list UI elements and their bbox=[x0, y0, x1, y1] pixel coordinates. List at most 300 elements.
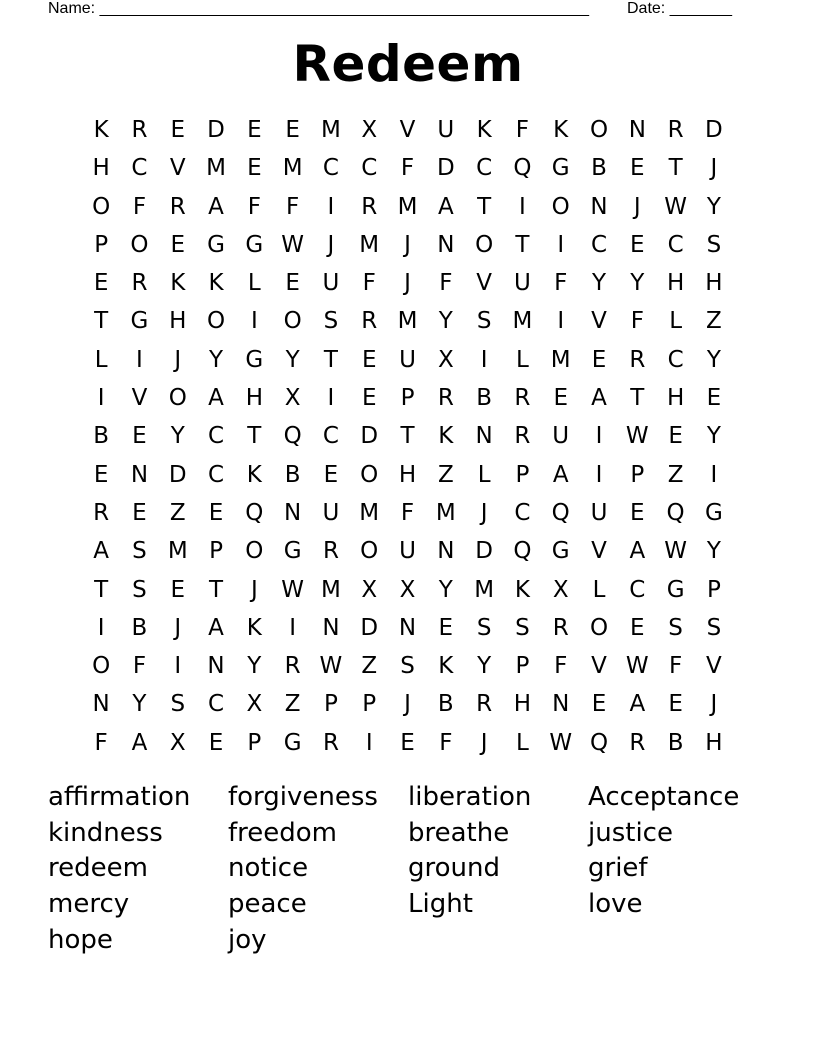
grid-cell: J bbox=[174, 614, 182, 641]
grid-cell: E bbox=[93, 270, 109, 297]
grid-cell: R bbox=[629, 346, 646, 373]
grid-cell: L bbox=[669, 308, 683, 335]
grid-cell: Z bbox=[706, 308, 722, 335]
grid-cell: J bbox=[633, 193, 641, 220]
grid-cell: K bbox=[438, 653, 454, 680]
grid-cell: Q bbox=[513, 538, 532, 565]
grid-cell: M bbox=[397, 193, 418, 220]
grid-cell: Y bbox=[438, 576, 453, 603]
grid-cell: O bbox=[360, 461, 379, 488]
grid-cell: R bbox=[322, 729, 339, 756]
grid-cell: U bbox=[590, 499, 608, 526]
grid-cell: E bbox=[630, 499, 645, 526]
grid-cell: I bbox=[174, 653, 182, 680]
grid-cell: E bbox=[285, 117, 300, 143]
grid-cell: O bbox=[92, 193, 111, 220]
grid-cell: R bbox=[169, 193, 186, 220]
grid-cell: R bbox=[514, 385, 531, 412]
grid-cell: R bbox=[131, 117, 148, 143]
grid-cell: O bbox=[206, 308, 226, 335]
grid-cell: Z bbox=[284, 691, 301, 718]
grid-cell: F bbox=[132, 653, 147, 680]
grid-cell: C bbox=[131, 155, 148, 182]
grid-cell: E bbox=[591, 346, 607, 373]
grid-cell: D bbox=[436, 155, 455, 182]
grid-cell: E bbox=[132, 499, 147, 526]
word-list-item bbox=[408, 922, 588, 958]
grid-cell: Y bbox=[591, 270, 607, 297]
grid-cell: E bbox=[170, 231, 186, 258]
grid-row bbox=[82, 456, 734, 494]
grid-cell: J bbox=[710, 691, 718, 718]
grid-cell: R bbox=[361, 308, 378, 335]
word-list-item: mercy bbox=[48, 889, 130, 920]
grid-cell: A bbox=[208, 614, 224, 641]
grid-cell: S bbox=[476, 614, 492, 641]
grid-row bbox=[82, 685, 734, 723]
grid-cell: L bbox=[592, 576, 606, 603]
grid-cell: J bbox=[480, 729, 488, 756]
grid-cell: U bbox=[322, 499, 340, 526]
grid-cell: J bbox=[480, 499, 488, 526]
grid-cell: Y bbox=[209, 346, 224, 373]
grid-cell: N bbox=[284, 499, 302, 526]
grid-cell: F bbox=[132, 193, 147, 220]
grid-cell: G bbox=[551, 538, 570, 565]
grid-cell: I bbox=[710, 461, 718, 488]
grid-cell: E bbox=[323, 461, 339, 488]
grid-cell: F bbox=[286, 193, 300, 220]
grid-cell: K bbox=[476, 117, 492, 143]
grid-cell: G bbox=[283, 538, 302, 565]
grid-cell: E bbox=[93, 461, 109, 488]
word-list-item: hope bbox=[48, 924, 113, 955]
grid-cell: F bbox=[630, 308, 644, 335]
grid-cell: R bbox=[437, 385, 454, 412]
grid-cell: E bbox=[285, 270, 300, 297]
grid-cell: E bbox=[668, 423, 683, 450]
grid-cell: E bbox=[668, 691, 683, 718]
grid-cell: F bbox=[515, 117, 530, 143]
grid-cell: Y bbox=[285, 346, 300, 373]
grid-cell: N bbox=[92, 691, 110, 718]
word-list-item: peace bbox=[228, 889, 307, 920]
grid-cell: Z bbox=[437, 461, 454, 488]
grid-cell: F bbox=[400, 499, 415, 526]
grid-cell: U bbox=[322, 270, 340, 297]
grid-cell: L bbox=[477, 461, 491, 488]
grid-cell: T bbox=[94, 576, 109, 603]
grid-cell: J bbox=[174, 346, 182, 373]
grid-cell: G bbox=[283, 729, 302, 756]
grid-cell: X bbox=[169, 729, 186, 756]
grid-cell: D bbox=[360, 423, 379, 450]
grid-cell: B bbox=[284, 461, 301, 488]
grid-cell: X bbox=[361, 576, 378, 603]
grid-cell: N bbox=[552, 691, 570, 718]
grid-cell: Y bbox=[132, 691, 147, 718]
grid-cell: N bbox=[398, 614, 417, 641]
grid-cell: E bbox=[170, 117, 186, 143]
grid-cell: G bbox=[207, 231, 225, 258]
grid-cell: V bbox=[591, 538, 607, 565]
grid-cell: P bbox=[630, 461, 645, 488]
grid-cell: M bbox=[512, 308, 533, 335]
grid-cell: B bbox=[476, 385, 492, 412]
word-list-item: freedom bbox=[228, 817, 338, 848]
grid-cell: Y bbox=[706, 346, 721, 373]
grid-row bbox=[82, 532, 734, 570]
grid-cell: U bbox=[513, 270, 531, 297]
grid-cell: C bbox=[208, 423, 225, 450]
grid-cell: O bbox=[475, 231, 494, 258]
grid-cell: Z bbox=[169, 499, 186, 526]
grid-cell: R bbox=[552, 614, 569, 641]
grid-cell: T bbox=[400, 423, 415, 450]
grid-cell: P bbox=[515, 653, 530, 680]
grid-cell: V bbox=[131, 385, 148, 412]
grid-cell: X bbox=[361, 117, 378, 143]
grid-cell: R bbox=[514, 423, 531, 450]
grid-cell: J bbox=[710, 155, 718, 182]
grid-cell: L bbox=[94, 346, 108, 373]
grid-cell: E bbox=[170, 576, 186, 603]
grid-cell: E bbox=[630, 614, 645, 641]
grid-cell: O bbox=[245, 538, 264, 565]
grid-cell: I bbox=[480, 346, 488, 373]
grid-cell: C bbox=[514, 499, 531, 526]
grid-cell: T bbox=[515, 231, 530, 258]
name-field-label: Name: _______________________________________________________ bbox=[48, 0, 589, 17]
grid-cell: V bbox=[399, 117, 416, 143]
grid-cell: C bbox=[322, 423, 339, 450]
grid-cell: C bbox=[208, 461, 225, 488]
grid-cell: P bbox=[400, 385, 415, 412]
grid-cell: G bbox=[245, 346, 264, 373]
grid-cell: K bbox=[170, 270, 186, 297]
grid-cell: K bbox=[514, 576, 530, 603]
grid-cell: I bbox=[595, 461, 603, 488]
grid-cell: B bbox=[93, 423, 110, 450]
grid-cell: T bbox=[668, 155, 683, 182]
grid-cell: Y bbox=[630, 270, 645, 297]
grid-cell: S bbox=[706, 231, 722, 258]
grid-cell: J bbox=[327, 231, 335, 258]
grid-cell: Q bbox=[666, 499, 685, 526]
grid-cell: A bbox=[93, 538, 110, 565]
grid-cell: E bbox=[208, 729, 224, 756]
word-list-item: Acceptance bbox=[588, 782, 740, 812]
grid-cell: Q bbox=[283, 423, 302, 450]
grid-cell: K bbox=[93, 117, 109, 143]
grid-cell: S bbox=[170, 691, 186, 718]
grid-row bbox=[82, 724, 734, 762]
grid-cell: O bbox=[168, 385, 187, 412]
grid-cell: T bbox=[247, 423, 262, 450]
grid-cell: H bbox=[705, 729, 723, 756]
grid-cell: Z bbox=[361, 653, 378, 680]
date-field-label: Date: _______ bbox=[627, 0, 732, 17]
grid-cell: R bbox=[322, 538, 339, 565]
grid-cell: F bbox=[94, 729, 108, 756]
grid-cell: S bbox=[132, 576, 147, 603]
grid-cell: E bbox=[591, 691, 607, 718]
grid-cell: A bbox=[208, 385, 224, 412]
grid-cell: O bbox=[589, 117, 609, 143]
grid-cell: O bbox=[130, 231, 149, 258]
grid-cell: C bbox=[590, 231, 608, 258]
grid-cell: A bbox=[208, 193, 224, 220]
grid-row bbox=[82, 379, 734, 417]
grid-cell: N bbox=[590, 193, 608, 220]
grid-cell: O bbox=[92, 653, 111, 680]
grid-cell: F bbox=[247, 193, 261, 220]
grid-cell: K bbox=[438, 423, 454, 450]
grid-cell: X bbox=[552, 576, 569, 603]
grid-cell: B bbox=[591, 155, 607, 182]
grid-cell: X bbox=[399, 576, 416, 603]
grid-cell: D bbox=[168, 461, 187, 488]
grid-cell: H bbox=[169, 308, 187, 335]
grid-cell: I bbox=[327, 385, 335, 412]
grid-cell: D bbox=[207, 117, 225, 143]
grid-cell: W bbox=[549, 729, 573, 756]
grid-cell: W bbox=[281, 231, 304, 258]
grid-cell: G bbox=[666, 576, 685, 603]
grid-cell: W bbox=[319, 653, 343, 680]
grid-cell: I bbox=[97, 614, 105, 641]
grid-cell: V bbox=[476, 270, 492, 297]
grid-cell: J bbox=[404, 691, 411, 718]
grid-row bbox=[82, 226, 734, 264]
grid-cell: F bbox=[400, 155, 415, 182]
grid-cell: W bbox=[281, 576, 304, 603]
grid-cell: I bbox=[289, 614, 297, 641]
grid-row bbox=[82, 264, 734, 302]
grid-cell: W bbox=[664, 193, 687, 220]
grid-row bbox=[82, 609, 734, 647]
grid-cell: V bbox=[591, 653, 607, 680]
word-list-item: grief bbox=[588, 853, 648, 884]
grid-cell: X bbox=[246, 691, 263, 718]
grid-cell: A bbox=[629, 691, 646, 718]
grid-cell: P bbox=[706, 576, 721, 603]
grid-cell: E bbox=[247, 117, 262, 143]
grid-cell: L bbox=[516, 346, 529, 373]
grid-cell: F bbox=[554, 653, 568, 680]
grid-cell: E bbox=[132, 423, 147, 450]
grid-cell: Y bbox=[706, 423, 721, 450]
grid-cell: G bbox=[245, 231, 264, 258]
grid-cell: I bbox=[557, 308, 565, 335]
grid-cell: U bbox=[399, 346, 416, 373]
grid-cell: H bbox=[666, 270, 685, 297]
grid-cell: R bbox=[284, 653, 301, 680]
grid-cell: M bbox=[321, 117, 341, 143]
grid-cell: C bbox=[667, 231, 684, 258]
grid-cell: E bbox=[361, 346, 377, 373]
grid-cell: F bbox=[362, 270, 376, 297]
grid-cell: O bbox=[283, 308, 302, 335]
word-list-item: affirmation bbox=[48, 782, 191, 812]
grid-cell: Y bbox=[706, 193, 721, 220]
grid-cell: M bbox=[321, 576, 341, 603]
grid-cell: S bbox=[476, 308, 492, 335]
word-list-item: joy bbox=[228, 924, 267, 955]
grid-row bbox=[82, 188, 734, 226]
grid-cell: X bbox=[284, 385, 301, 412]
grid-cell: T bbox=[94, 308, 109, 335]
grid-cell: B bbox=[437, 691, 454, 718]
grid-cell: I bbox=[595, 423, 603, 450]
grid-cell: C bbox=[208, 691, 225, 718]
grid-cell: H bbox=[513, 691, 532, 718]
grid-cell: S bbox=[323, 308, 339, 335]
grid-cell: O bbox=[551, 193, 570, 220]
word-list-item bbox=[588, 922, 788, 958]
grid-cell: D bbox=[360, 614, 379, 641]
grid-cell: F bbox=[668, 653, 683, 680]
word-list-item: Light bbox=[408, 889, 473, 920]
grid-cell: E bbox=[630, 231, 645, 258]
grid-cell: M bbox=[359, 499, 380, 526]
grid-cell: G bbox=[130, 308, 149, 335]
grid-cell: C bbox=[361, 155, 378, 182]
grid-cell: T bbox=[630, 385, 645, 412]
word-list-item: love bbox=[588, 889, 643, 920]
grid-cell: I bbox=[136, 346, 143, 373]
grid-cell: M bbox=[474, 576, 495, 603]
grid-cell: Y bbox=[477, 653, 492, 680]
grid-cell: N bbox=[207, 653, 225, 680]
grid-cell: E bbox=[400, 729, 415, 756]
grid-cell: F bbox=[554, 270, 568, 297]
grid-cell: G bbox=[704, 499, 723, 526]
grid-cell: L bbox=[516, 729, 529, 756]
word-list-item: notice bbox=[228, 853, 309, 884]
grid-cell: N bbox=[628, 117, 646, 143]
grid-cell: Q bbox=[245, 499, 264, 526]
grid-cell: V bbox=[169, 155, 186, 182]
grid-cell: A bbox=[552, 461, 569, 488]
grid-cell: S bbox=[706, 614, 722, 641]
grid-cell: N bbox=[475, 423, 493, 450]
grid-cell: A bbox=[131, 729, 148, 756]
grid-cell: H bbox=[705, 270, 723, 297]
grid-cell: C bbox=[322, 155, 339, 182]
grid-cell: T bbox=[323, 346, 338, 373]
word-list-item: breathe bbox=[408, 817, 510, 848]
grid-cell: Y bbox=[706, 538, 721, 565]
grid-cell: E bbox=[630, 155, 645, 182]
grid-cell: J bbox=[404, 231, 411, 258]
grid-cell: I bbox=[519, 193, 526, 220]
grid-cell: H bbox=[398, 461, 417, 488]
letter-grid bbox=[82, 111, 734, 762]
word-list-item: ground bbox=[408, 853, 500, 884]
grid-cell: Q bbox=[513, 155, 532, 182]
word-list bbox=[48, 779, 788, 957]
grid-row bbox=[82, 494, 734, 532]
grid-cell: I bbox=[365, 729, 373, 756]
grid-cell: M bbox=[550, 346, 571, 373]
grid-cell: C bbox=[667, 346, 684, 373]
grid-cell: B bbox=[131, 614, 148, 641]
word-list-item: justice bbox=[588, 817, 673, 848]
grid-cell: H bbox=[666, 385, 685, 412]
grid-cell: A bbox=[629, 538, 646, 565]
grid-cell: E bbox=[706, 385, 722, 412]
grid-cell: X bbox=[437, 346, 454, 373]
grid-cell: U bbox=[552, 423, 570, 450]
grid-cell: P bbox=[247, 729, 262, 756]
grid-cell: M bbox=[359, 231, 380, 258]
grid-cell: J bbox=[250, 576, 258, 603]
grid-cell: C bbox=[476, 155, 493, 182]
grid-row bbox=[82, 417, 734, 455]
grid-cell: A bbox=[437, 193, 454, 220]
word-list-item: kindness bbox=[48, 817, 163, 848]
grid-cell: E bbox=[361, 385, 377, 412]
grid-cell: D bbox=[705, 117, 723, 143]
grid-row bbox=[82, 647, 734, 685]
grid-cell: K bbox=[553, 117, 569, 143]
grid-cell: I bbox=[557, 231, 565, 258]
grid-cell: A bbox=[591, 385, 607, 412]
grid-cell: C bbox=[629, 576, 646, 603]
grid-cell: W bbox=[664, 538, 687, 565]
grid-cell: I bbox=[250, 308, 258, 335]
grid-cell: N bbox=[437, 538, 455, 565]
grid-cell: Y bbox=[438, 308, 453, 335]
grid-cell: K bbox=[246, 461, 262, 488]
grid-cell: D bbox=[475, 538, 493, 565]
grid-cell: L bbox=[247, 270, 261, 297]
grid-cell: R bbox=[361, 193, 378, 220]
grid-cell: N bbox=[130, 461, 149, 488]
grid-cell: P bbox=[362, 691, 377, 718]
grid-cell: E bbox=[438, 614, 454, 641]
grid-cell: M bbox=[397, 308, 418, 335]
grid-cell: G bbox=[551, 155, 570, 182]
grid-cell: Q bbox=[589, 729, 609, 756]
grid-cell: O bbox=[589, 614, 609, 641]
grid-cell: I bbox=[327, 193, 335, 220]
grid-cell: F bbox=[439, 729, 453, 756]
grid-cell: U bbox=[437, 117, 455, 143]
grid-cell: P bbox=[323, 691, 338, 718]
grid-cell: O bbox=[360, 538, 379, 565]
grid-cell: E bbox=[553, 385, 568, 412]
grid-cell: M bbox=[435, 499, 456, 526]
grid-cell: Y bbox=[170, 423, 185, 450]
word-list-item: liberation bbox=[408, 782, 532, 812]
grid-cell: E bbox=[208, 499, 224, 526]
grid-cell: W bbox=[625, 423, 649, 450]
grid-cell: S bbox=[132, 538, 147, 565]
grid-row bbox=[82, 149, 734, 187]
grid-cell: E bbox=[247, 155, 262, 182]
word-list-item: redeem bbox=[48, 853, 148, 884]
word-list-item: forgiveness bbox=[228, 782, 378, 812]
grid-cell: R bbox=[476, 691, 493, 718]
grid-cell: R bbox=[629, 729, 646, 756]
header bbox=[48, 0, 748, 20]
grid-cell: V bbox=[706, 653, 722, 680]
grid-cell: M bbox=[282, 155, 303, 182]
grid-cell: Q bbox=[551, 499, 570, 526]
grid-cell: R bbox=[131, 270, 148, 297]
